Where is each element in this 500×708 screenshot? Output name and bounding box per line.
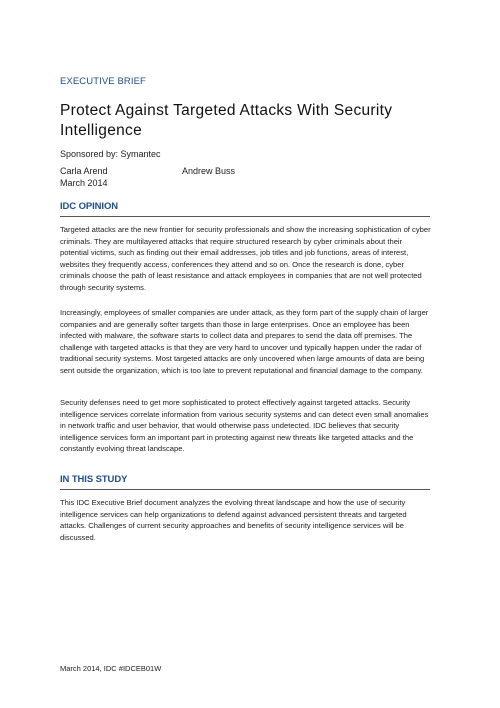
- publication-date: March 2014: [60, 178, 108, 188]
- sponsor-line: Sponsored by: Symantec: [60, 149, 161, 159]
- body-paragraph: Security defenses need to get more sophisticated to protect effectively against targeted attacks. Security intelligence services correlate information from various security systems and can detect even small anomalies in network traffic and user behavior, that would otherwise pass undetected. IDC believes that security intelligence services form an important part in protecting against new threats like targeted attacks and the constantly evolving threat landscape.: [60, 398, 429, 454]
- document-type-label: EXECUTIVE BRIEF: [60, 76, 146, 87]
- document-title: Protect Against Targeted Attacks With Security Intelligence: [60, 102, 393, 139]
- page-footer: March 2014, IDC #IDCEB01W: [60, 664, 162, 673]
- section-divider: [60, 216, 430, 217]
- author-name: Andrew Buss: [182, 166, 236, 176]
- section-heading-in-this-study: IN THIS STUDY: [60, 474, 128, 485]
- section-heading-idc-opinion: IDC OPINION: [60, 201, 119, 212]
- section-divider: [60, 489, 430, 490]
- author-name: Carla Arend: [60, 166, 108, 176]
- body-paragraph: This IDC Executive Brief document analyzes the evolving threat landscape and how the use of security intelligence services can help organizations to defend against advanced persistent threats and targeted attacks. Challenges of current security approaches and benefits of security intelligence services will be discussed.: [60, 498, 407, 542]
- body-paragraph: Increasingly, employees of smaller companies are under attack, as they form part of the supply chain of larger companies and are generally softer targets than those in large enterprises. Once an employee has been infected with malware, the software starts to collect data and prepares to send the data off premises. The challenge with targeted attacks is that they are very hard to uncover und typically happen under the radar of traditional security systems. Most targeted attacks are only uncovered when large amounts of data are being sent outside the organization, which is too late to prevent reputational and financial damage to the company.: [60, 308, 429, 375]
- body-paragraph: Targeted attacks are the new frontier for security professionals and show the increasing sophistication of cyber criminals. They are multilayered attacks that require structured research by cyber criminals about their potential victims, such as finding out their email addresses, job titles and job functions, areas of interest, websites they frequently access, conferences they attend and so on. Once the research is done, cyber criminals choose the path of least resistance and attack employees in companies that are not well protected through security systems.: [60, 225, 431, 292]
